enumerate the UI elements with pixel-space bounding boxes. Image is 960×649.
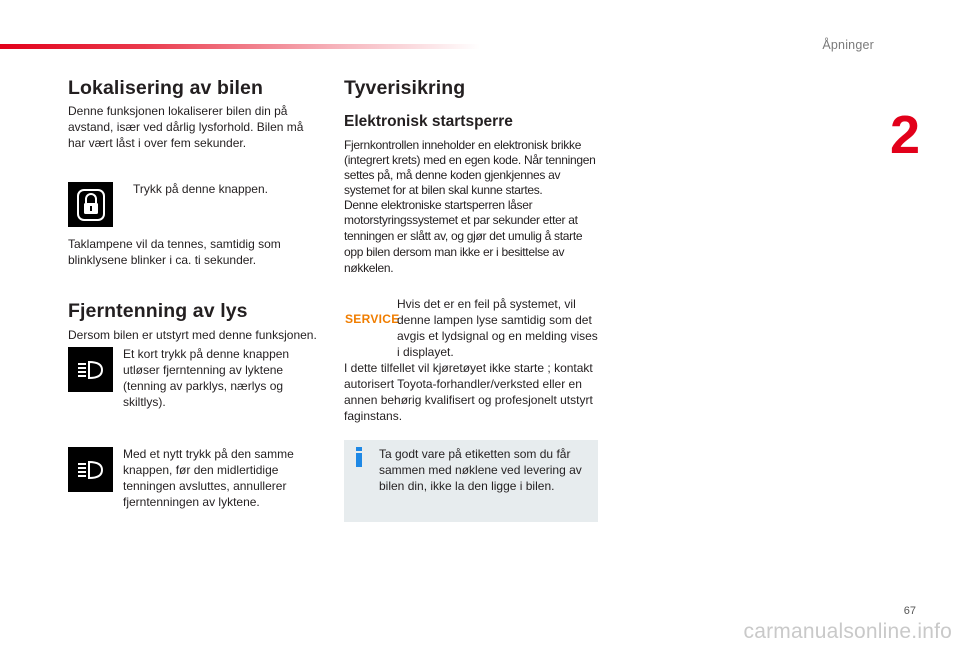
info-line-1: Ta godt vare på etiketten som du får [379,447,571,461]
localize-after-line-1: Taklampene vil da tennes, samtidig som [68,237,281,251]
chapter-number: 2 [890,105,921,165]
remote-step1-line-4: skiltlys). [123,395,166,409]
localize-line-3: har vært låst i over fem sekunder. [68,136,247,150]
header-accent-bar [0,44,480,49]
immobilizer-body-line-1: Fjernkontrollen inneholder en elektronisk brikke [344,138,582,152]
warning-line-4: i displayet. [397,345,454,359]
headlamp-icon [76,459,106,481]
localize-instruction [123,182,268,196]
headlamp-icon [76,359,106,381]
localize-line-1: Denne funksjonen lokaliserer bilen din på [68,104,288,118]
localize-instruction-text: Trykk på denne knappen. [133,182,268,196]
remote-step1-line-3: (tenning av parklys, nærlys og [123,379,284,393]
service-warning-lamp: SERVICE [345,312,400,326]
section-title: Åpninger [822,38,874,52]
info-line-3: bilen din, ikke la den ligge i bilen. [379,479,555,493]
lock-button-icon-box [68,182,113,227]
warning-line-1: Hvis det er en feil på systemet, vil [397,297,576,311]
immobilizer-body-line-5: Denne elektroniske startsperren låser [344,198,533,212]
immobilizer-body-line-6: motorstyringssystemet et par sekunder etter at [344,213,578,227]
followup-line-2: autorisert Toyota-forhandler/verksted eller en [344,377,582,391]
immobilizer-body-line-8: opp bilen dersom man ikke er i besittelse av [344,245,565,259]
localize-title: Lokalisering av bilen [68,77,263,99]
immobilizer-subtitle: Elektronisk startsperre [344,113,513,130]
remote-lights-intro: Dersom bilen er utstyrt med denne funksjonen. [68,328,317,342]
warning-line-3: avgis et lydsignal og en melding vises [397,329,598,343]
localize-after-line-2: blinklysene blinker i ca. ti sekunder. [68,253,257,267]
anti-theft-title: Tyverisikring [344,77,466,99]
localize-line-2: avstand, især ved dårlig lysforhold. Bilen må [68,120,304,134]
followup-line-3: annen behørig kvalifisert og profesjonelt utstyrt [344,393,593,407]
remote-step1-line-2: utløser fjerntenning av lyktene [123,363,284,377]
remote-step2-line-1: Med et nytt trykk på den samme [123,447,294,461]
warning-line-2: denne lampen lyse samtidig som det [397,313,592,327]
headlamp-button-icon-box-1 [68,347,113,392]
page-number: 67 [903,605,916,617]
immobilizer-body-line-3: settes på, må denne koden gjenkjennes av [344,168,561,182]
followup-line-1: I dette tilfellet vil kjøretøyet ikke starte ; kontakt [344,361,593,375]
watermark: carmanualsonline.info [743,620,952,643]
immobilizer-body-line-4: systemet for at bilen skal kunne startes. [344,183,543,197]
followup-line-4: faginstans. [344,409,403,423]
lock-icon [76,188,106,222]
info-line-2: sammen med nøklene ved levering av [379,463,582,477]
remote-lights-title: Fjerntenning av lys [68,300,248,322]
info-icon [355,447,363,467]
remote-step2-line-2: knappen, før den midlertidige [123,463,279,477]
immobilizer-body-line-9: nøkkelen. [344,261,394,275]
immobilizer-body-line-2: (integrert krets) med en egen kode. Når tenningen [344,153,596,167]
remote-step1-line-1: Et kort trykk på denne knappen [123,347,290,361]
headlamp-button-icon-box-2 [68,447,113,492]
immobilizer-body-line-7: tenningen er slått av, og gjør det umulig å starte [344,229,583,243]
remote-step2-line-3: tenningen avsluttes, annullerer [123,479,287,493]
remote-step2-line-4: fjerntenningen av lyktene. [123,495,260,509]
